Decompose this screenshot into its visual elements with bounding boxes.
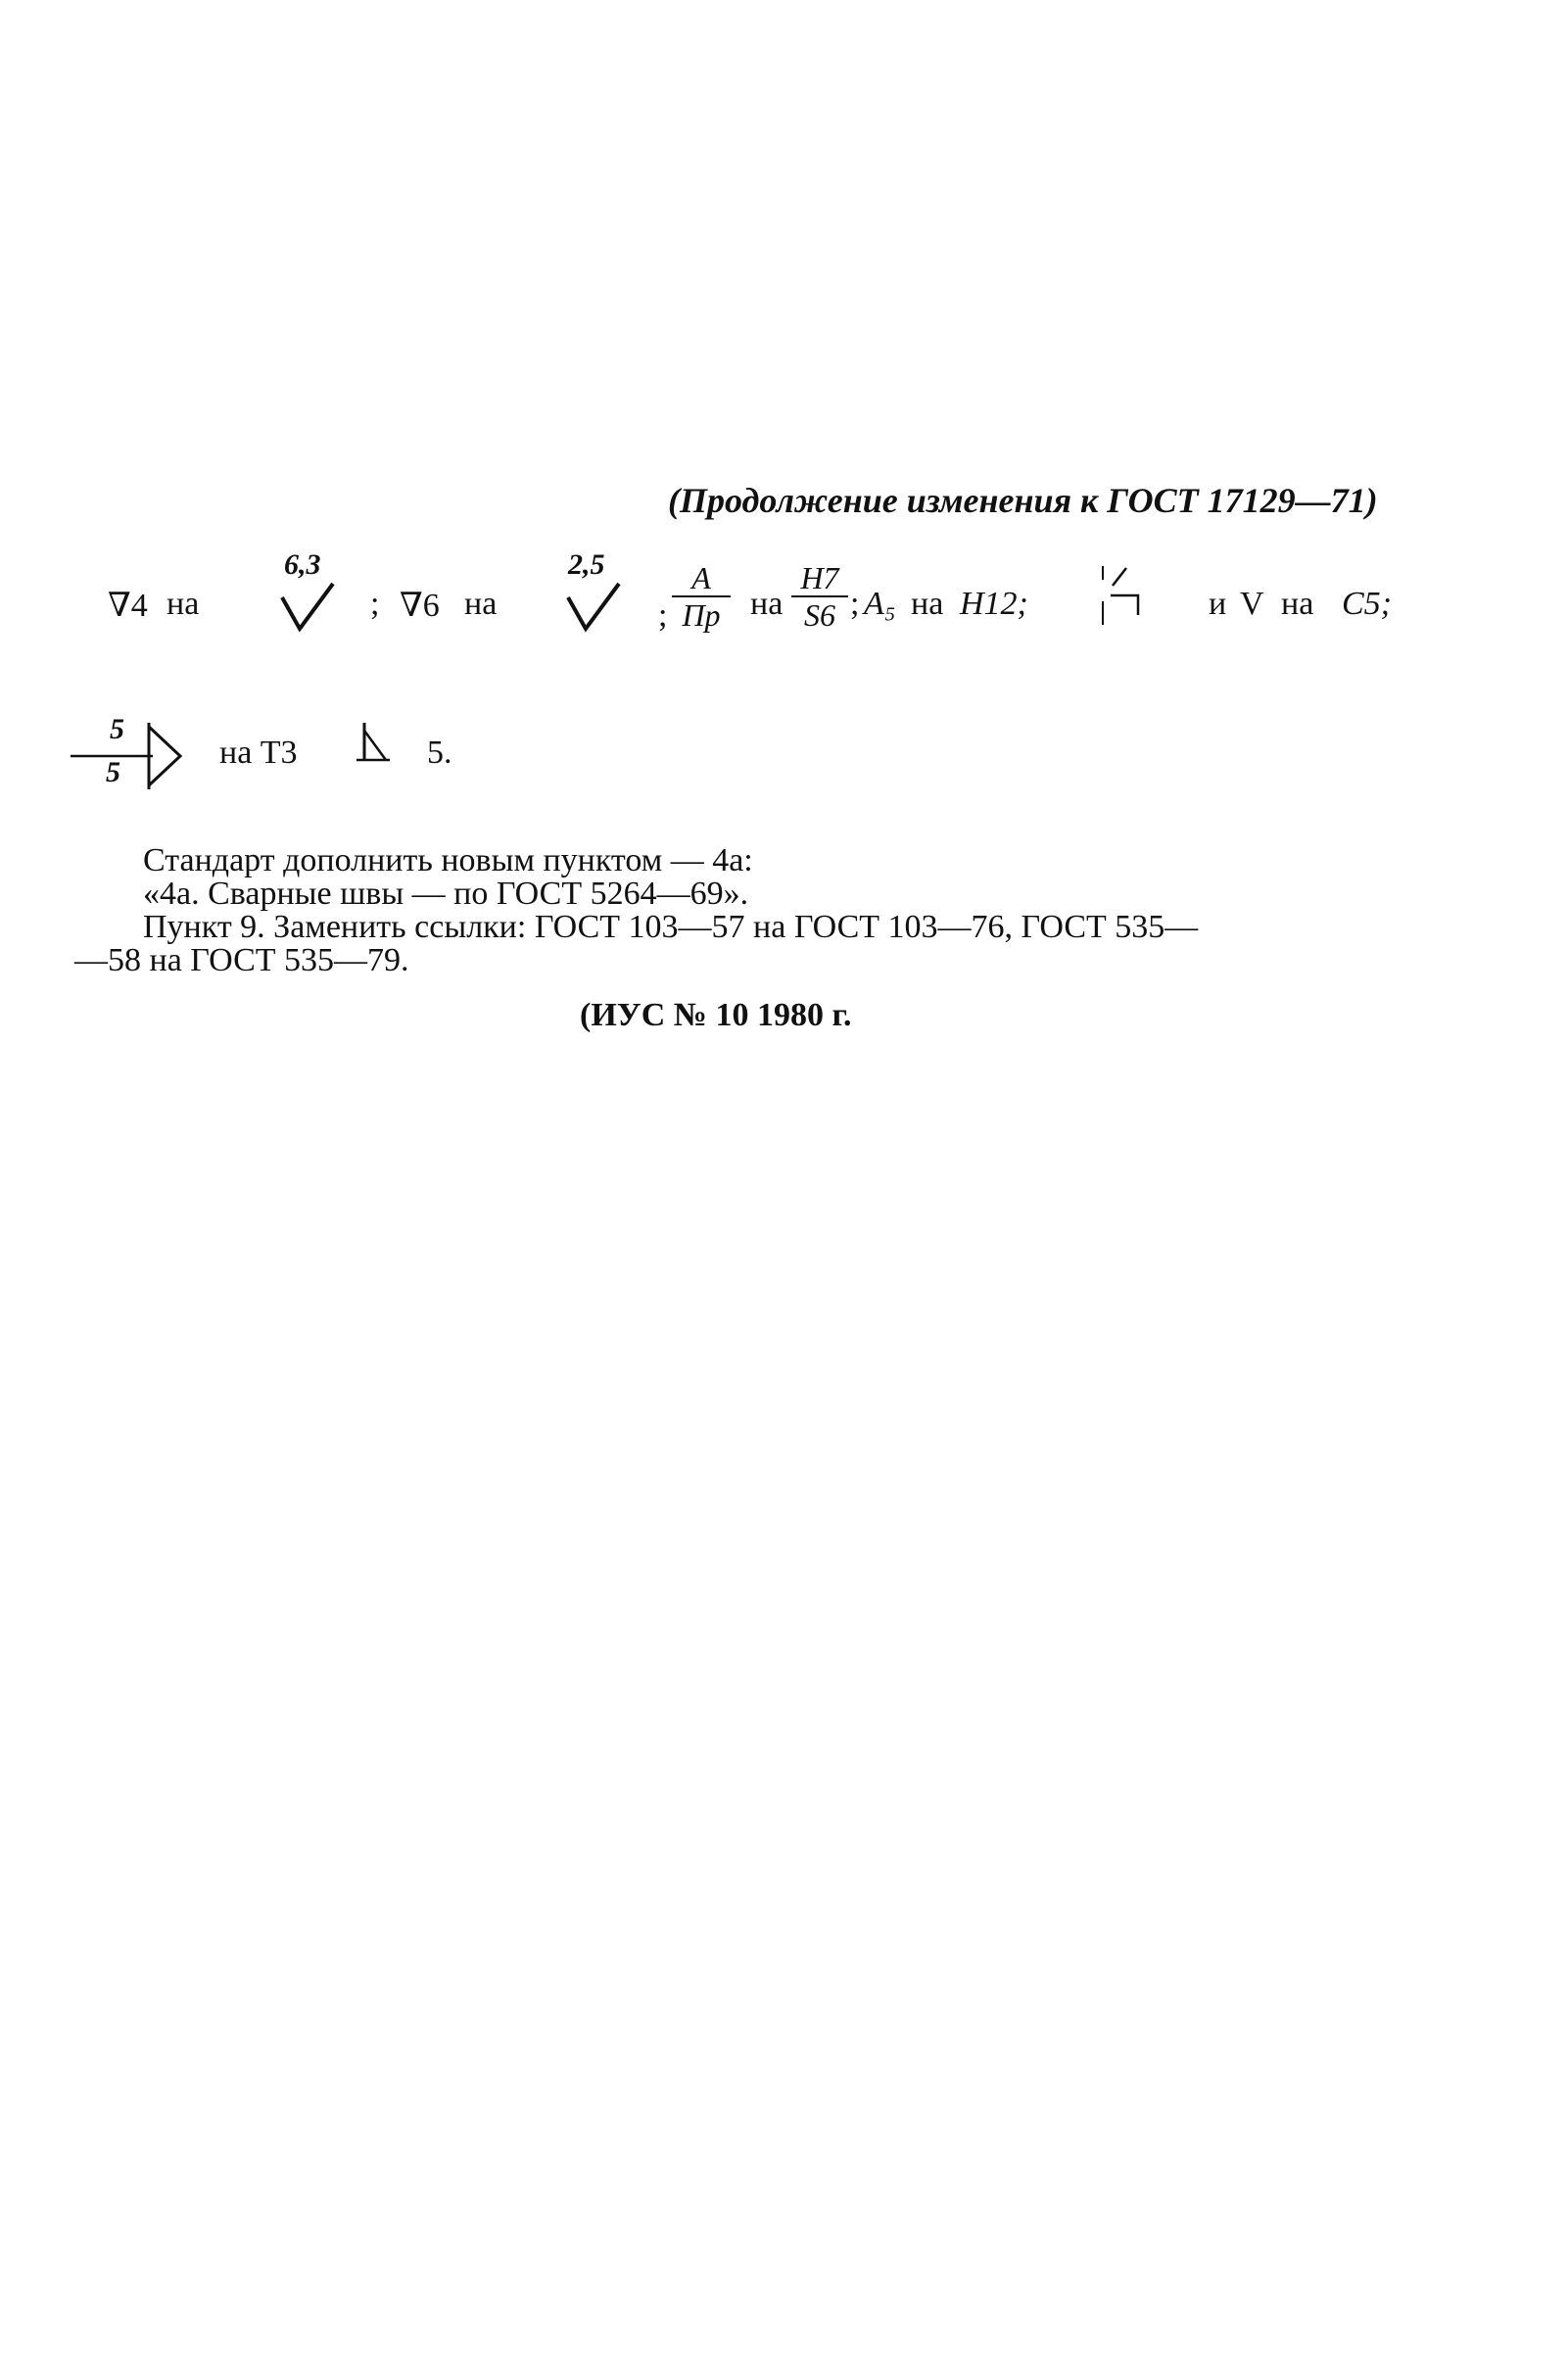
weld-old-denominator: 5 xyxy=(106,756,120,788)
fit-new-denominator: S6 xyxy=(791,595,848,633)
roughness-old-1: ∇4 xyxy=(108,588,148,624)
fit-new-numerator: H7 xyxy=(800,560,839,595)
weld-fillet-arrow-icon xyxy=(71,721,188,793)
roughness-old-2: ∇6 xyxy=(400,588,440,624)
separator-fit-2: ; xyxy=(850,586,860,622)
fit-old-numerator: A xyxy=(691,560,711,595)
roughness-new-2-label: 2,5 xyxy=(568,548,605,581)
word-na-2: на xyxy=(464,586,498,622)
roughness-check-icon xyxy=(566,584,625,633)
roughness-check-icon xyxy=(280,584,339,633)
fit-old-denominator: Пр xyxy=(672,595,731,633)
word-na-4: на xyxy=(911,586,944,622)
weld-leg-size: 5. xyxy=(427,735,452,771)
word-na-1: на xyxy=(166,586,200,622)
body-line-1: Стандарт дополнить новым пунктом — 4а: xyxy=(143,842,753,878)
body-line-2: «4а. Сварные швы — по ГОСТ 5264—69». xyxy=(143,876,749,912)
word-na-3: на xyxy=(750,586,784,622)
fit-fraction-old xyxy=(672,560,731,633)
body-line-4: —58 на ГОСТ 535—79. xyxy=(74,942,409,978)
body-line-3: Пункт 9. Заменить ссылки: ГОСТ 103—57 на ГОСТ 103—76, ГОСТ 535— xyxy=(143,909,1199,945)
separator-1: ; xyxy=(370,586,380,622)
tolerance-h12: H12; xyxy=(960,586,1028,622)
continuation-header: (Продолжение изменения к ГОСТ 17129—71) xyxy=(668,481,1378,520)
word-and: и xyxy=(1209,586,1227,622)
weld-bevel-icon xyxy=(1099,566,1148,627)
tolerance-a5: A₅ xyxy=(864,586,896,622)
word-na-5: на xyxy=(1281,586,1314,622)
ius-reference: (ИУС № 10 1980 г. xyxy=(580,997,852,1033)
weld-fillet-leg-icon xyxy=(356,723,392,768)
roughness-new-1-label: 6,3 xyxy=(284,548,321,581)
symbol-v: V xyxy=(1240,586,1264,622)
fit-fraction-new xyxy=(791,560,848,633)
joint-c5: C5; xyxy=(1342,586,1392,622)
separator-fit-1: ; xyxy=(658,597,668,634)
weld-na-t3: на Т3 xyxy=(219,735,298,771)
weld-old-numerator: 5 xyxy=(110,713,124,745)
